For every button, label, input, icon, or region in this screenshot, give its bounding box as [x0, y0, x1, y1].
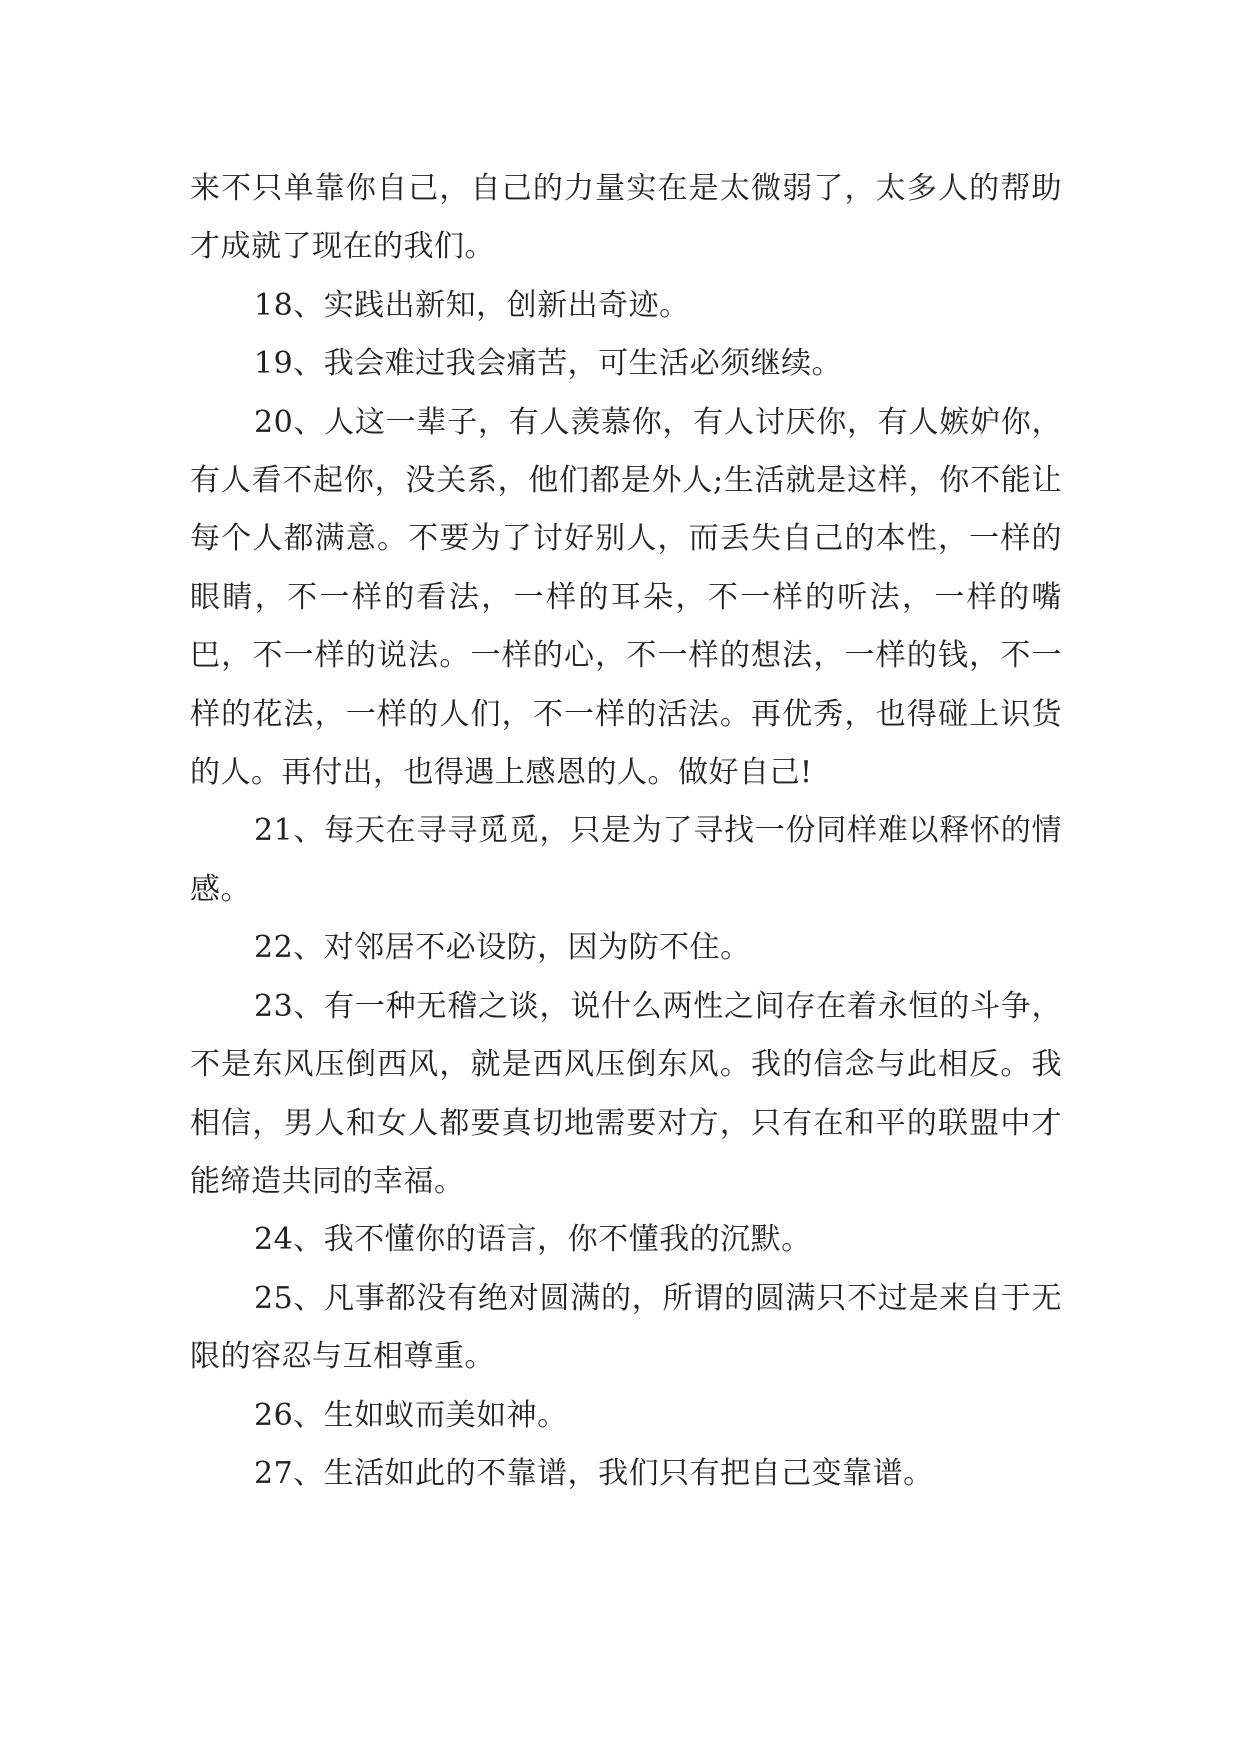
paragraph-item-24: 24、我不懂你的语言，你不懂我的沉默。 [254, 1222, 812, 1258]
paragraph-item-23: 23、有一种无稽之谈，说什么两性之间存在着永恒的斗争，不是东风压倒西风，就是西风压倒东风。我的信念与此相反。我相信，男人和女人都要真切地需要对方，只有在和平的联盟中才能缔造共同的幸福。 [190, 988, 1062, 1199]
paragraph-item-18: 18、实践出新知，创新出奇迹。 [254, 287, 690, 323]
paragraph-item-26: 26、生如蚁而美如神。 [254, 1397, 568, 1433]
paragraph-item-20: 20、人这一辈子，有人羡慕你，有人讨厌你，有人嫉妒你，有人看不起你，没关系，他们都是外人;生活就是这样，你不能让每个人都满意。不要为了讨好别人，而丢失自己的本性，一样的眼睛，不一样的看法，一样的耳朵，不一样的听法，一样的嘴巴，不一样的说法。一样的心，不一样的想法，一样的钱，不一样的花法，一样的人们，不一样的活法。再优秀，也得碰上识货的人。再付出，也得遇上感恩的人。做好自己! [190, 404, 1062, 791]
paragraph-continuation: 来不只单靠你自己，自己的力量实在是太微弱了，太多人的帮助才成就了现在的我们。 [190, 171, 1062, 265]
paragraph-item-19: 19、我会难过我会痛苦，可生活必须继续。 [254, 346, 843, 382]
document-body [190, 160, 1062, 1503]
paragraph-item-25: 25、凡事都没有绝对圆满的，所谓的圆满只不过是来自于无限的容忍与互相尊重。 [190, 1280, 1062, 1375]
paragraph-item-27: 27、生活如此的不靠谱，我们只有把自己变靠谱。 [254, 1455, 934, 1491]
paragraph-item-22: 22、对邻居不必设防，因为防不住。 [254, 930, 751, 966]
paragraph-item-21: 21、每天在寻寻觅觅，只是为了寻找一份同样难以释怀的情感。 [190, 813, 1062, 907]
